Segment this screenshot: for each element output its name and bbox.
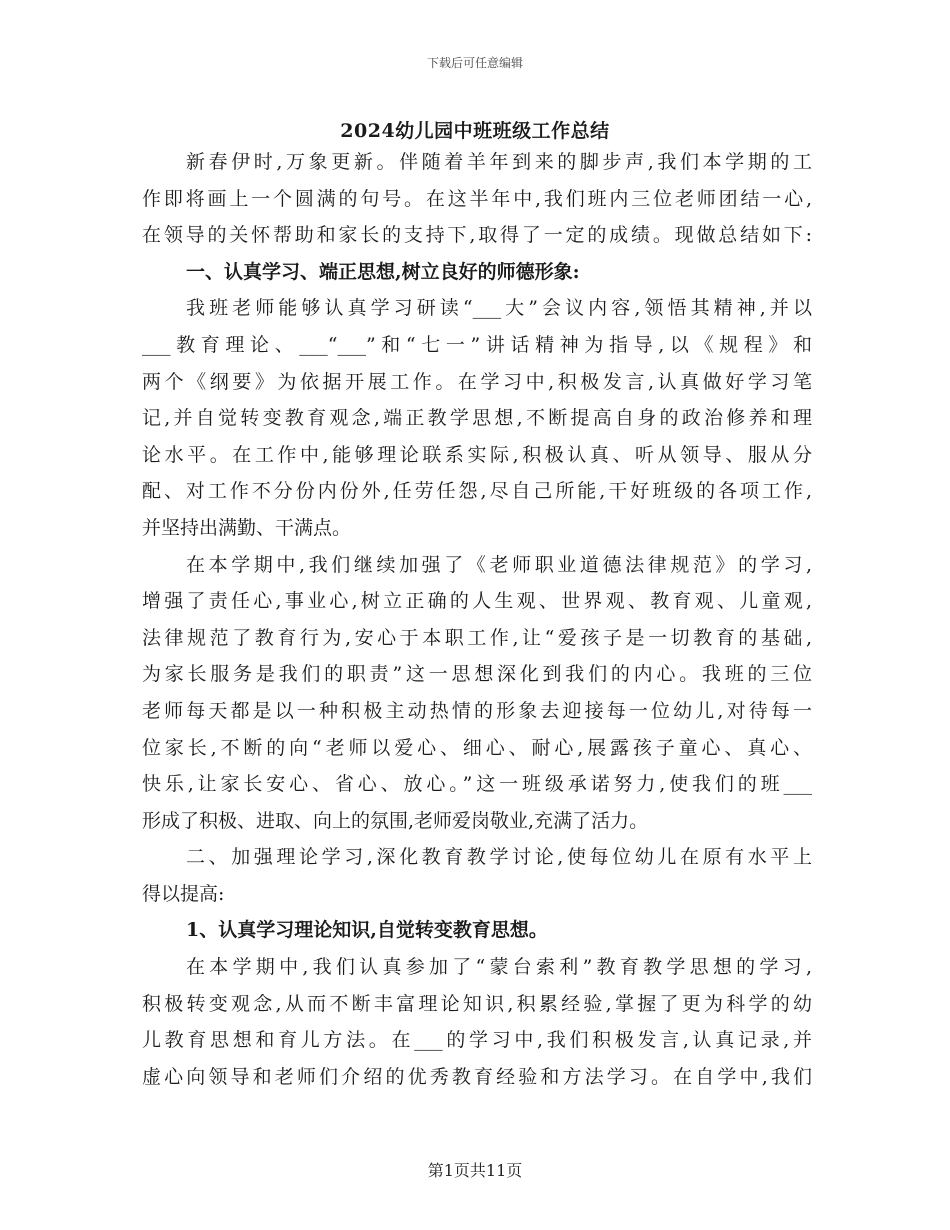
paragraph-line: 快乐,让家长安心、省心、放心。”这一班级承诺努力,使我们的班___: [142, 773, 812, 796]
paragraph-line: 老师每天都是以一种积极主动热情的形象去迎接每一位幼儿,对待每一: [142, 699, 812, 722]
paragraph-line: 二、加强理论学习,深化教育教学讨论,使每位幼儿在原有水平上: [186, 846, 812, 869]
paragraph-line: 虚心向领导和老师们介绍的优秀教育经验和方法学习。在自学中,我们: [142, 1065, 812, 1088]
page-number-footer: 第1页共11页: [427, 1161, 523, 1180]
paragraph-line: 积极转变观念,从而不断丰富理论知识,积累经验,掌握了更为科学的幼: [142, 992, 812, 1015]
page-header-note: 下载后可任意编辑: [426, 56, 523, 70]
paragraph-line: 记,并自觉转变教育观念,端正教学思想,不断提高自身的政治修养和理: [142, 407, 812, 430]
paragraph-line: 增强了责任心,事业心,树立正确的人生观、世界观、教育观、儿童观,: [142, 590, 812, 613]
paragraph-line: 为家长服务是我们的职责”这一思想深化到我们的内心。我班的三位: [142, 663, 812, 686]
section-heading: 一、认真学习、端正思想,树立良好的师德形象:: [186, 260, 580, 283]
paragraph-line: 两个《纲要》为依据开展工作。在学习中,积极发言,认真做好学习笔: [142, 370, 812, 393]
document-title: 2024幼儿园中班班级工作总结: [340, 120, 610, 142]
paragraph-line: 作即将画上一个圆满的句号。在这半年中,我们班内三位老师团结一心,: [142, 187, 812, 210]
paragraph-line: 儿教育思想和育儿方法。在___的学习中,我们积极发言,认真记录,并: [142, 1029, 812, 1052]
subsection-heading: 1、认真学习理论知识,自觉转变教育思想。: [186, 919, 548, 942]
paragraph-line: 得以提高:: [142, 882, 225, 905]
paragraph-line: 新春伊时,万象更新。伴随着羊年到来的脚步声,我们本学期的工: [186, 151, 812, 173]
paragraph-line: 并坚持出满勤、干满点。: [142, 516, 352, 539]
paragraph-line: 在本学期中,我们认真参加了“蒙台索利”教育教学思想的学习,: [186, 956, 812, 979]
paragraph-line: 我班老师能够认真学习研读“___大”会议内容,领悟其精神,并以: [186, 297, 812, 320]
paragraph-line: 配、对工作不分份内份外,任劳任怨,尽自己所能,干好班级的各项工作,: [142, 480, 812, 503]
paragraph-line: 论水平。在工作中,能够理论联系实际,积极认真、听从领导、服从分: [142, 443, 812, 466]
paragraph-line: 形成了积极、进取、向上的氛围,老师爱岗敬业,充满了活力。: [142, 809, 649, 832]
document-body: [142, 144, 812, 1095]
paragraph-line: 在领导的关怀帮助和家长的支持下,取得了一定的成绩。现做总结如下:: [142, 224, 812, 247]
paragraph-line: ___教育理论、___“___”和“七一”讲话精神为指导,以《规程》和: [142, 333, 812, 356]
paragraph-line: 法律规范了教育行为,安心于本职工作,让“爱孩子是一切教育的基础,: [142, 626, 812, 649]
paragraph-line: 位家长,不断的向“老师以爱心、细心、耐心,展露孩子童心、真心、: [142, 736, 812, 759]
paragraph-line: 在本学期中,我们继续加强了《老师职业道德法律规范》的学习,: [186, 553, 812, 576]
